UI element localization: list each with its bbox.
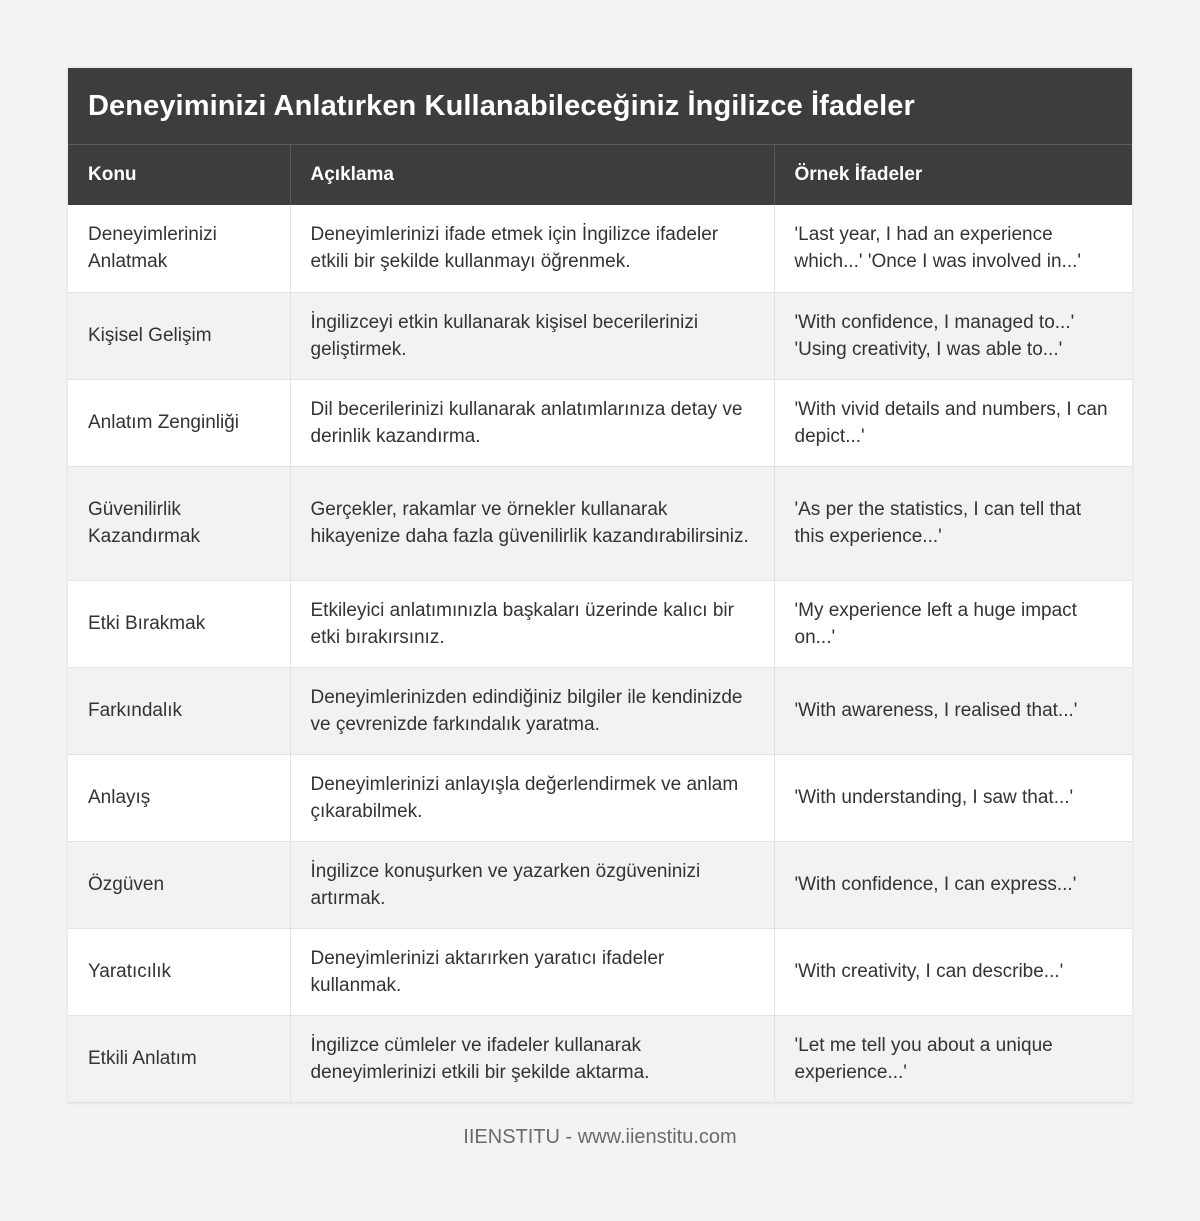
cell-ornek: 'With confidence, I managed to...' 'Using creativity, I was able to...': [774, 292, 1132, 379]
cell-ornek: 'With creativity, I can describe...': [774, 928, 1132, 1015]
table-row: [68, 667, 1132, 754]
cell-konu: Güvenilirlik Kazandırmak: [68, 466, 290, 580]
cell-konu: Kişisel Gelişim: [68, 292, 290, 379]
page-title: Deneyiminizi Anlatırken Kullanabileceğiniz İngilizce İfadeler: [88, 89, 915, 122]
table-row: [68, 292, 1132, 379]
cell-konu: Deneyimlerinizi Anlatmak: [68, 205, 290, 292]
table-row: [68, 466, 1132, 580]
table-row: [68, 1015, 1132, 1102]
cell-aciklama: Deneyimlerinizi anlayışla değerlendirmek ve anlam çıkarabilmek.: [290, 754, 774, 841]
cell-aciklama: Deneyimlerinizi aktarırken yaratıcı ifadeler kullanmak.: [290, 928, 774, 1015]
table-header-row: [68, 145, 1132, 206]
table-row: [68, 754, 1132, 841]
column-header-ornek: Örnek İfadeler: [774, 145, 1132, 206]
title-bar: [68, 68, 1132, 144]
table-row: [68, 580, 1132, 667]
cell-aciklama: İngilizceyi etkin kullanarak kişisel becerilerinizi geliştirmek.: [290, 292, 774, 379]
cell-aciklama: Gerçekler, rakamlar ve örnekler kullanarak hikayenize daha fazla güvenilirlik kazandırabilirsiniz.: [290, 466, 774, 580]
cell-konu: Etki Bırakmak: [68, 580, 290, 667]
cell-ornek: 'With vivid details and numbers, I can depict...': [774, 379, 1132, 466]
cell-ornek: 'With confidence, I can express...': [774, 841, 1132, 928]
cell-konu: Anlatım Zenginliği: [68, 379, 290, 466]
cell-aciklama: İngilizce konuşurken ve yazarken özgüveninizi artırmak.: [290, 841, 774, 928]
table-row: [68, 928, 1132, 1015]
table-card: [68, 68, 1132, 1103]
column-header-aciklama: Açıklama: [290, 145, 774, 206]
table-row: [68, 841, 1132, 928]
cell-ornek: 'My experience left a huge impact on...': [774, 580, 1132, 667]
cell-ornek: 'As per the statistics, I can tell that this experience...': [774, 466, 1132, 580]
cell-konu: Farkındalık: [68, 667, 290, 754]
table-row: [68, 205, 1132, 292]
cell-aciklama: Dil becerilerinizi kullanarak anlatımlarınıza detay ve derinlik kazandırma.: [290, 379, 774, 466]
cell-konu: Etkili Anlatım: [68, 1015, 290, 1102]
expressions-table: [68, 144, 1132, 1103]
cell-ornek: 'Let me tell you about a unique experience...': [774, 1015, 1132, 1102]
cell-ornek: 'Last year, I had an experience which...' 'Once I was involved in...': [774, 205, 1132, 292]
cell-konu: Anlayış: [68, 754, 290, 841]
cell-konu: Yaratıcılık: [68, 928, 290, 1015]
cell-ornek: 'With awareness, I realised that...': [774, 667, 1132, 754]
cell-konu: Özgüven: [68, 841, 290, 928]
cell-aciklama: İngilizce cümleler ve ifadeler kullanarak deneyimlerinizi etkili bir şekilde aktarma.: [290, 1015, 774, 1102]
cell-aciklama: Deneyimlerinizi ifade etmek için İngilizce ifadeler etkili bir şekilde kullanmayı öğrenmek.: [290, 205, 774, 292]
column-header-konu: Konu: [68, 145, 290, 206]
table-row: [68, 379, 1132, 466]
footer-credit: IIENSTITU - www.iienstitu.com: [463, 1126, 737, 1148]
cell-ornek: 'With understanding, I saw that...': [774, 754, 1132, 841]
cell-aciklama: Etkileyici anlatımınızla başkaları üzerinde kalıcı bir etki bırakırsınız.: [290, 580, 774, 667]
cell-aciklama: Deneyimlerinizden edindiğiniz bilgiler ile kendinizde ve çevrenizde farkındalık yaratma.: [290, 667, 774, 754]
